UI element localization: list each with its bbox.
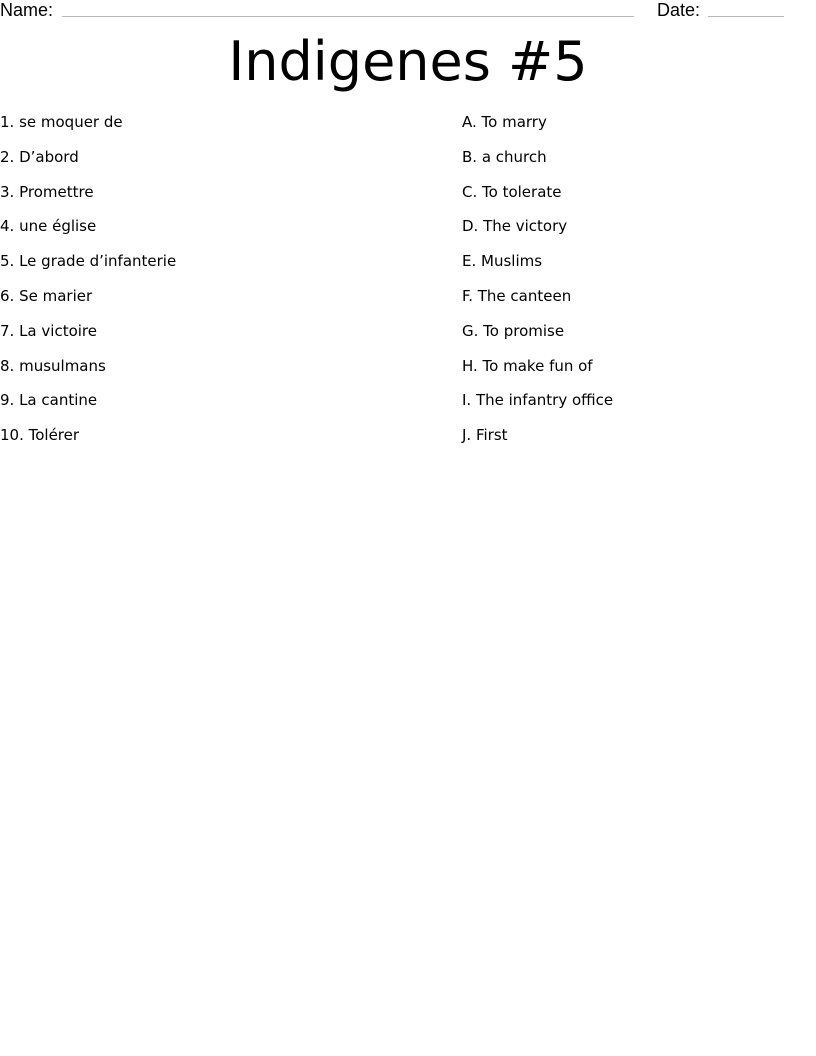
definition-item: E. Muslims (462, 252, 543, 271)
definition-item: G. To promise (462, 321, 565, 340)
definition-item: D. The victory (462, 217, 568, 236)
page-title: Indigenes #5 (228, 30, 588, 93)
definitions-list (462, 111, 802, 459)
definition-item: A. To marry (462, 113, 547, 131)
name-label: Name: (0, 0, 54, 20)
definition-item: J. First (462, 426, 508, 445)
definition-item: B. a church (462, 147, 547, 166)
name-blank-line[interactable] (62, 16, 634, 17)
definition-item: F. The canteen (462, 286, 572, 305)
term-item: 6. Se marier (0, 286, 93, 305)
definition-item: I. The infantry office (462, 391, 614, 410)
term-item: 9. La cantine (0, 391, 98, 410)
term-item: 1. se moquer de (0, 113, 123, 131)
term-item: 4. une église (0, 217, 97, 236)
term-item: 3. Promettre (0, 182, 94, 201)
worksheet-header (0, 0, 816, 22)
term-item: 7. La victoire (0, 321, 97, 340)
term-item: 2. D’abord (0, 147, 79, 166)
date-blank-line[interactable] (708, 16, 784, 17)
term-item: 8. musulmans (0, 356, 106, 375)
definition-item: C. To tolerate (462, 182, 562, 201)
definition-item: H. To make fun of (462, 356, 593, 375)
terms-list (0, 111, 440, 459)
term-item: 10. Tolérer (0, 426, 80, 445)
term-item: 5. Le grade d’infanterie (0, 252, 177, 271)
date-label: Date: (657, 0, 701, 20)
